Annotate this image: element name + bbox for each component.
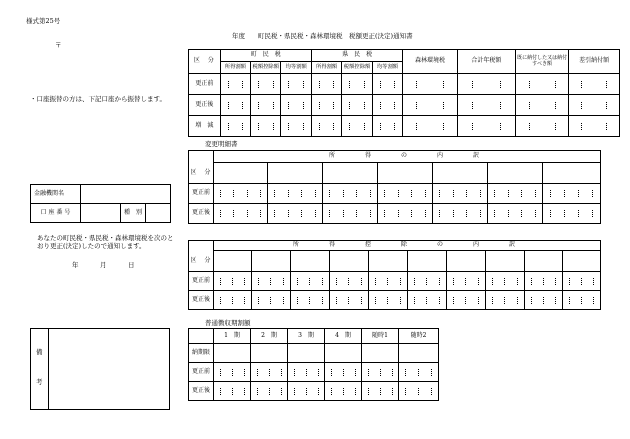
deduction-row-after: 更正後 — [189, 291, 214, 310]
forest-tax-header: 森林環境税 — [403, 50, 457, 74]
remarks-label-1: 備 — [36, 348, 43, 356]
collection-row-before: 更正前 — [189, 363, 214, 382]
period-ad-hoc-1: 随時1 — [362, 329, 399, 344]
due-date-row: 納期限 — [189, 344, 214, 363]
total-header: 合計年税額 — [457, 50, 515, 74]
deduction-kubun: 区 分 — [189, 251, 214, 272]
income-table — [188, 150, 601, 224]
bank-table — [30, 184, 171, 223]
account-type-label: 種 別 — [121, 204, 146, 223]
remarks-box — [30, 328, 170, 410]
collection-title: 普通徴収期割額 — [205, 319, 251, 327]
row-after: 更正後 — [189, 95, 221, 116]
income-row-after: 更正後 — [189, 204, 214, 224]
town-tax-header: 町 民 税 — [220, 50, 311, 62]
period-2: 2 期 — [251, 329, 288, 344]
period-3: 3 期 — [288, 329, 325, 344]
pref-income-col: 所得割額 — [311, 62, 341, 74]
notice-text-2: おり更正(決定)したので通知します。 — [37, 242, 146, 250]
account-type-value — [146, 204, 171, 223]
date-year: 年 — [72, 261, 79, 269]
tax-amount-table — [188, 49, 620, 137]
deduction-header: 所 得 控 除 の 内 訳 — [214, 241, 601, 251]
town-flat-col: 均等割額 — [281, 62, 311, 74]
period-ad-hoc-2: 随時2 — [399, 329, 439, 344]
collection-row-after: 更正後 — [189, 382, 214, 401]
town-credit-col: 税額控除額 — [251, 62, 281, 74]
pref-tax-header: 県 民 税 — [311, 50, 402, 62]
bank-institution-label: 金融機関名 — [31, 185, 81, 204]
collection-table — [188, 328, 439, 401]
date-month: 月 — [100, 261, 107, 269]
postal-mark: 〒 — [55, 41, 62, 49]
form-number: 様式第25号 — [26, 17, 61, 25]
account-note: ・口座振替の方は、下記口座から振替します。 — [30, 95, 166, 103]
change-details-label: 変更明細書 — [205, 140, 238, 148]
date-day: 日 — [128, 261, 135, 269]
remarks-label-2: 考 — [36, 378, 43, 386]
pref-credit-col: 税額控除額 — [342, 62, 372, 74]
bank-institution-value — [81, 185, 171, 204]
income-row-before: 更正前 — [189, 184, 214, 204]
kubun-header: 区 分 — [189, 50, 221, 74]
deduction-table — [188, 240, 601, 310]
notice-text-1: あなたの町民税・県民税・森林環境税を次のと — [37, 234, 174, 242]
pref-flat-col: 均等割額 — [372, 62, 402, 74]
already-paid-header: 既に納付した又は納付すべき額 — [515, 50, 568, 74]
account-number-label: 口 座 番 号 — [31, 204, 81, 223]
row-change: 増 減 — [189, 116, 221, 137]
period-4: 4 期 — [325, 329, 362, 344]
income-header: 所 得 の 内 訳 — [214, 151, 601, 163]
diff-header: 差引納付額 — [569, 50, 620, 74]
period-1: 1 期 — [214, 329, 251, 344]
page-title: 年度 町民税・県民税・森林環境税 税額更正(決定)通知書 — [232, 32, 413, 40]
deduction-row-before: 更正前 — [189, 272, 214, 291]
row-before: 更正前 — [189, 74, 221, 95]
account-number-value — [81, 204, 121, 223]
town-income-col: 所得割額 — [220, 62, 250, 74]
income-kubun: 区 分 — [189, 163, 214, 184]
